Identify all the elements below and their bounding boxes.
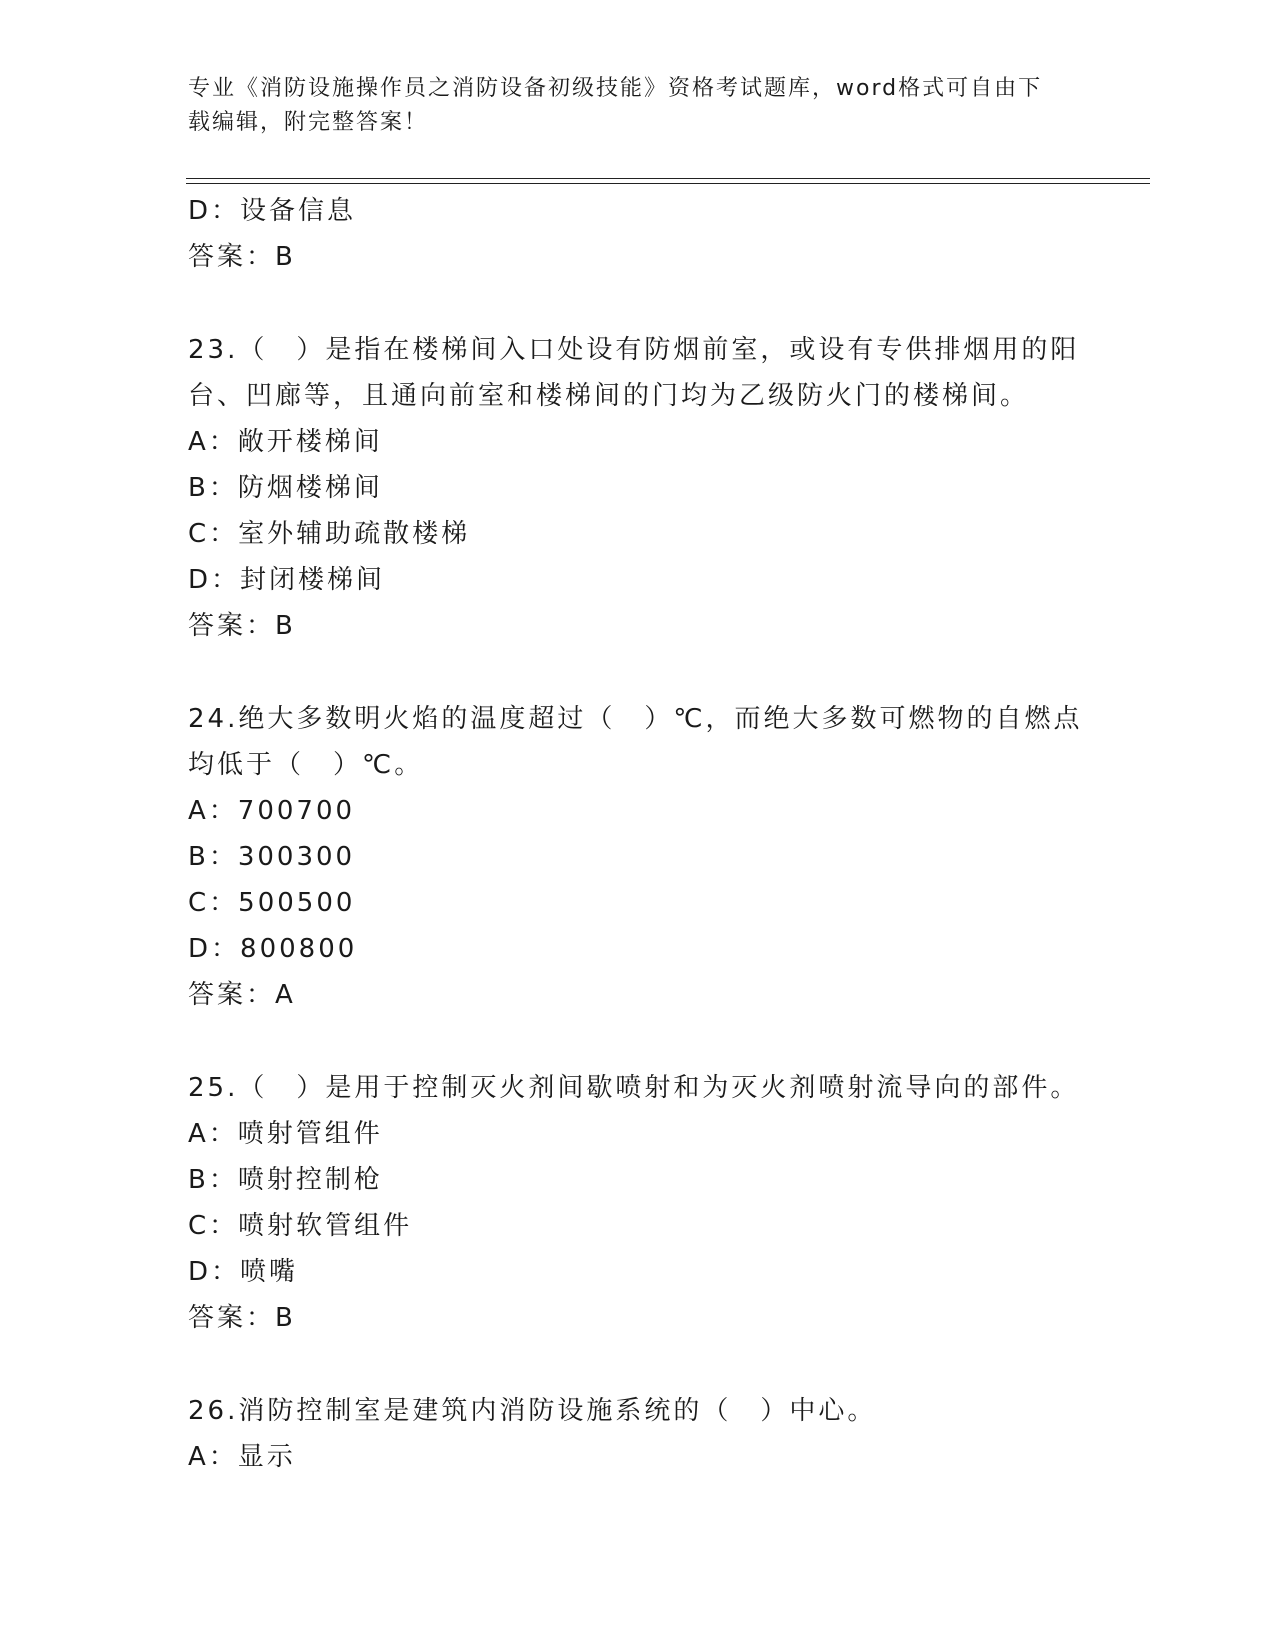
- answer: 答案：A: [188, 980, 296, 1010]
- header-divider-bottom: [186, 183, 1150, 184]
- option-a: A：显示: [188, 1442, 296, 1472]
- header-title-line-2: 载编辑，附完整答案！: [188, 110, 429, 135]
- answer: 答案：B: [188, 242, 296, 272]
- option-d: D：封闭楼梯间: [188, 565, 386, 595]
- spacer: [188, 280, 1088, 327]
- question-list: [188, 188, 1088, 1480]
- option-b: B：喷射控制枪: [188, 1165, 383, 1195]
- question-22: [188, 188, 1088, 280]
- option-d: D：800800: [188, 934, 358, 964]
- answer: 答案：B: [188, 1303, 296, 1333]
- header-title-line-1: 专业《消防设施操作员之消防设备初级技能》资格考试题库，word格式可自由下: [188, 76, 1043, 101]
- question-25: [188, 1065, 1088, 1341]
- option-d: D：喷嘴: [188, 1257, 299, 1287]
- question-stem-line-1: 26.消防控制室是建筑内消防设施系统的（ ）中心。: [188, 1396, 877, 1426]
- question-stem-line-1: 24.绝大多数明火焰的温度超过（ ）℃，而绝大多数可燃物的自燃点: [188, 704, 1083, 734]
- header-divider-top: [186, 178, 1150, 179]
- option-a: A：喷射管组件: [188, 1119, 383, 1149]
- spacer: [188, 649, 1088, 696]
- question-24: [188, 696, 1088, 1018]
- question-stem-line-1: 25.（ ）是用于控制灭火剂间歇喷射和为灭火剂喷射流导向的部件。: [188, 1073, 1080, 1103]
- question-stem-line-1: 23.（ ）是指在楼梯间入口处设有防烟前室，或设有专供排烟用的阳: [188, 335, 1080, 365]
- option-b: B：防烟楼梯间: [188, 473, 383, 503]
- question-stem-line-2: 台、凹廊等，且通向前室和楼梯间的门均为乙级防火门的楼梯间。: [188, 381, 1030, 411]
- option-b: B：300300: [188, 842, 356, 872]
- option-c: C：室外辅助疏散楼梯: [188, 519, 471, 549]
- option-c: C：500500: [188, 888, 356, 918]
- question-stem-line-2: 均低于（ ）℃。: [188, 750, 424, 780]
- option-c: C：喷射软管组件: [188, 1211, 413, 1241]
- spacer: [188, 1018, 1088, 1065]
- option-a: A：700700: [188, 796, 356, 826]
- option-d: D：设备信息: [188, 196, 357, 226]
- page-header: [188, 72, 1088, 140]
- question-26: [188, 1388, 1088, 1480]
- question-23: [188, 327, 1088, 649]
- option-a: A：敞开楼梯间: [188, 427, 383, 457]
- answer: 答案：B: [188, 611, 296, 641]
- spacer: [188, 1341, 1088, 1388]
